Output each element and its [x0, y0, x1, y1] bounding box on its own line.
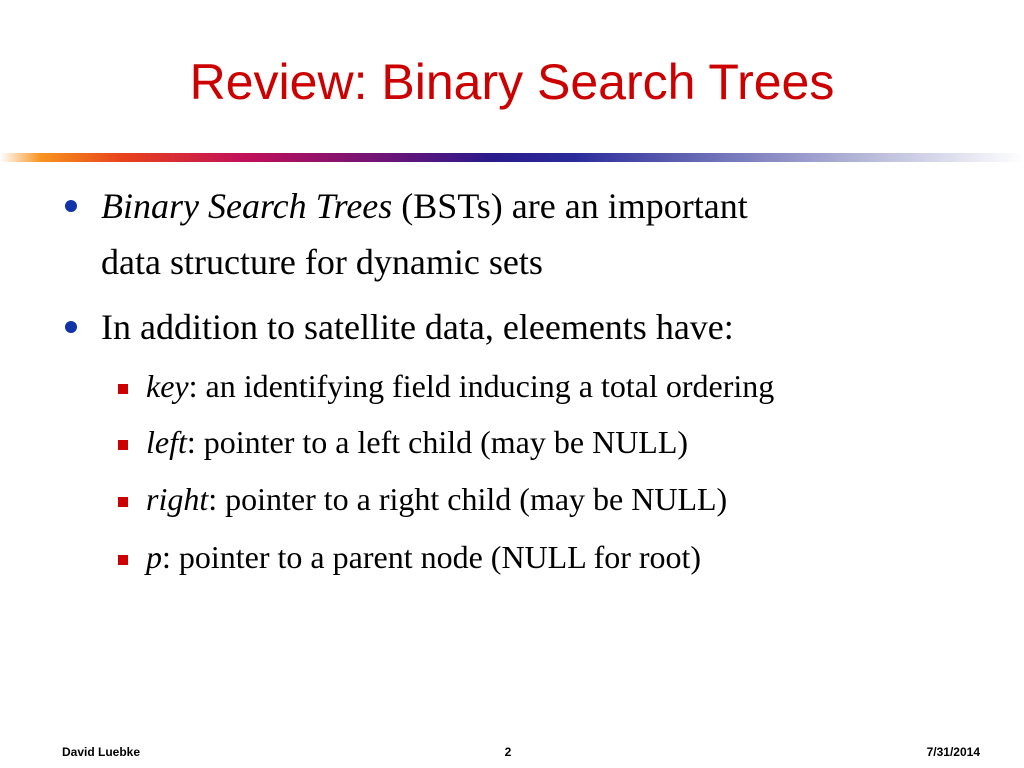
field-description: : an identifying field inducing a total ordering: [188, 368, 775, 404]
sub-bullet-item: [146, 477, 986, 521]
square-bullet-icon: [118, 440, 128, 450]
footer-page-number: 2: [504, 745, 512, 759]
sub-bullet-item: [146, 535, 986, 579]
field-name: left: [146, 424, 187, 460]
square-bullet-icon: [118, 497, 128, 507]
bullet-text: In addition to satellite data, eleements have:: [101, 307, 734, 347]
sub-bullet-item: [146, 420, 986, 464]
round-bullet-icon: [65, 200, 77, 212]
square-bullet-icon: [118, 384, 128, 394]
square-bullet-icon: [118, 555, 128, 565]
field-description: : pointer to a right child (may be NULL): [208, 481, 728, 517]
slide-title: Review: Binary Search Trees: [189, 54, 835, 110]
bullet-text: (BSTs) are an important: [392, 186, 748, 226]
round-bullet-icon: [65, 321, 77, 333]
field-name: p: [146, 539, 162, 575]
bullet-emphasis: Binary Search Trees: [101, 186, 393, 226]
field-name: key: [146, 368, 189, 404]
bullet-item: [101, 301, 961, 353]
sub-bullet-item: [146, 364, 986, 408]
footer-date: 7/31/2014: [926, 745, 980, 759]
bullet-continuation: [101, 236, 961, 288]
field-name: right: [146, 481, 209, 517]
field-description: : pointer to a left child (may be NULL): [186, 424, 689, 460]
footer-author: David Luebke: [62, 745, 141, 759]
field-description: : pointer to a parent node (NULL for root): [162, 539, 702, 575]
bullet-item: [101, 180, 961, 232]
bullet-text: data structure for dynamic sets: [101, 242, 543, 282]
